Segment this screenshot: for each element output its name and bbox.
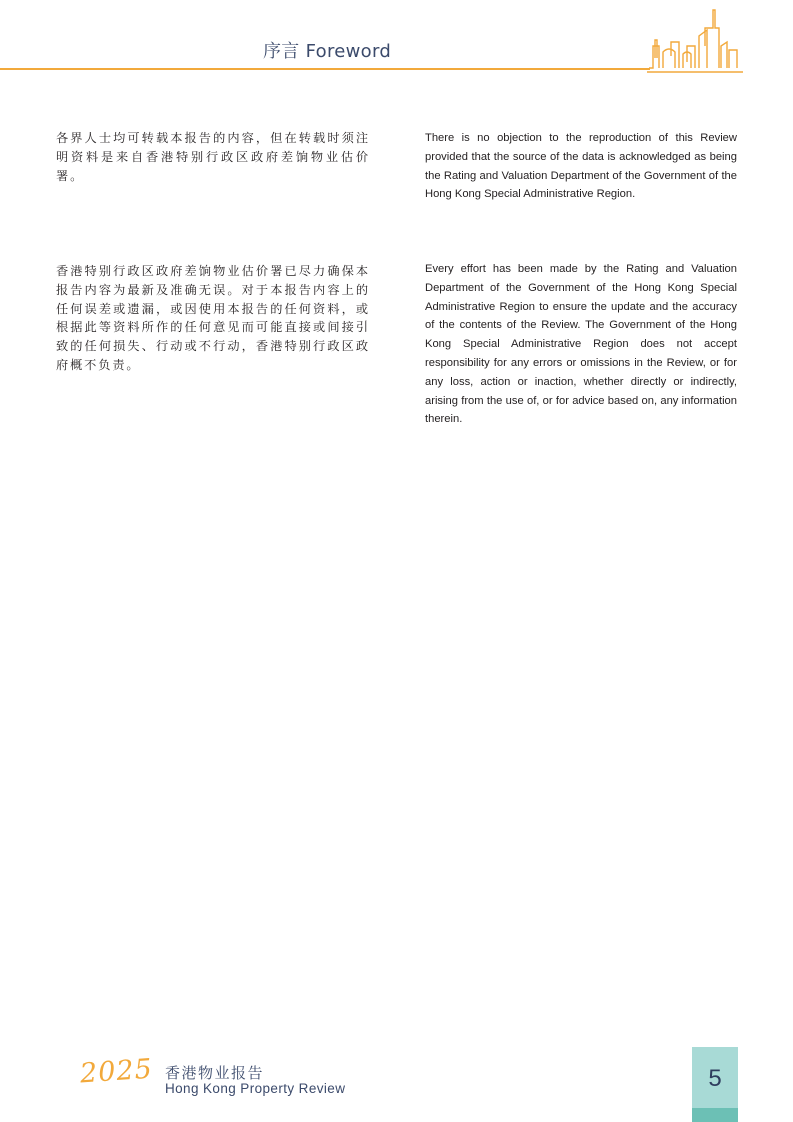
page-number: 5 [708,1065,722,1092]
en-paragraph-reproduction: There is no objection to the reproduction of this Review provided that the source of the data is acknowledged as being the Rating and Valuation Department of the Government of the Hong Kong Special Administrative Region. [425,132,737,201]
page-title: 序言 Foreword [263,41,392,62]
city-skyline-icon [647,6,747,76]
page-number-box [692,1047,738,1122]
page-box-strip [692,1108,738,1122]
footer-title-en: Hong Kong Property Review [165,1081,346,1096]
zh-paragraph-disclaimer: 香港特别行政区政府差饷物业估价署已尽力确保本报告内容为最新及准确无误。对于本报告内容上的任何误差或遗漏，或因使用本报告的任何资料，或根据此等资料所作的任何意见而可能直接或间接引致的任何损失、行动或不行动，香港特别行政区政府概不负责。 [56,264,370,372]
header-divider [0,68,650,70]
footer-year: 2025 [79,1053,154,1090]
footer-title-zh: 香港物业报告 [165,1064,265,1082]
zh-paragraph-reproduction: 各界人士均可转载本报告的内容，但在转载时须注明资料是来自香港特别行政区政府差饷物业估价署。 [56,131,370,183]
en-paragraph-disclaimer: Every effort has been made by the Rating and Valuation Department of the Government of the Hong Kong Special Administrative Region to ensure the update and the accuracy of the contents of the Review. The Government of the Hong Kong Special Administrative Region does not accept responsibility for any errors or omissions in the Review, or for any loss, action or inaction, whether directly or indirectly, arising from the use of, or for advice based on, any information therein. [425,263,737,426]
